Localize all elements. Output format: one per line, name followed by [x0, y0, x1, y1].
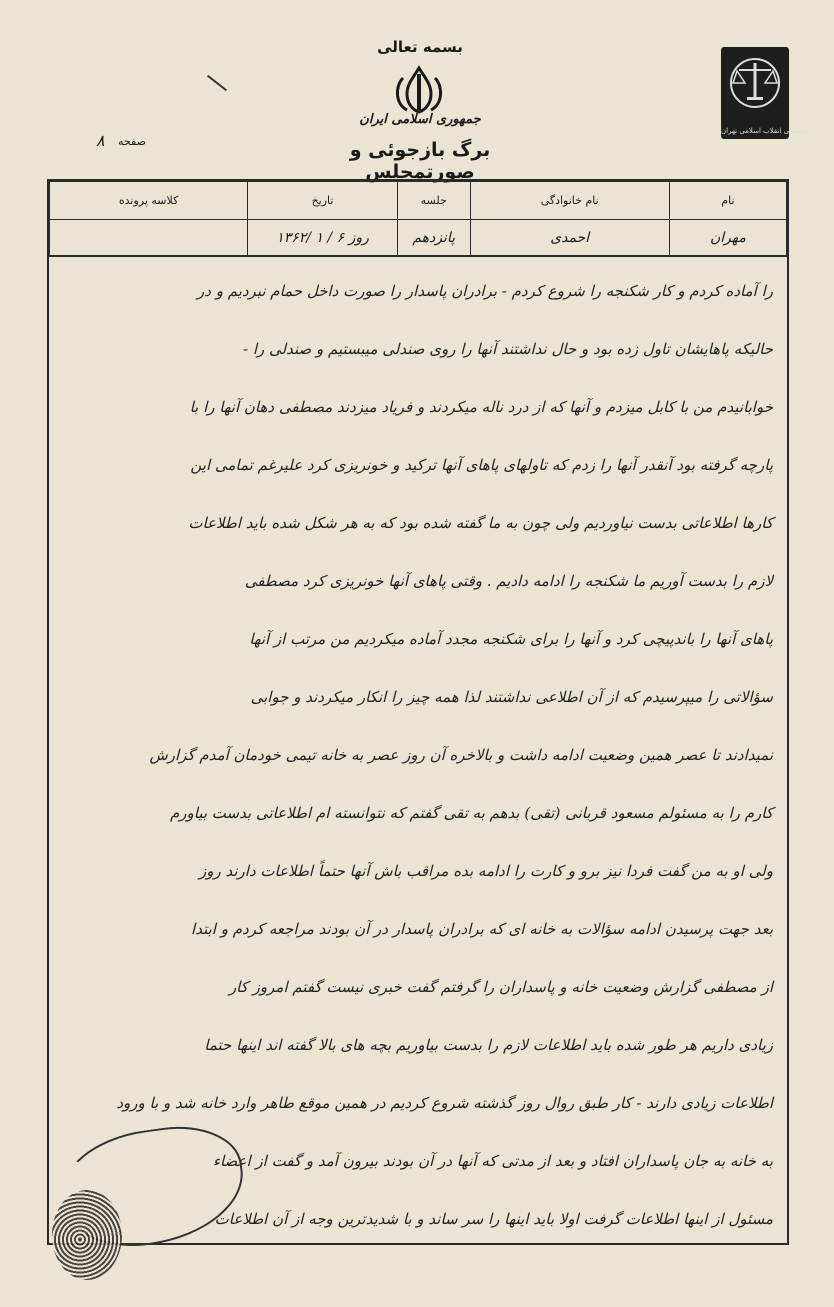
form-frame	[47, 179, 789, 1245]
value-session: پانزدهم	[397, 220, 470, 256]
body-line: پاهای آنها را باندپیچی کرد و آنها را برای شکنجه مجدد آماده میکردیم من مرتب از آنها	[249, 630, 773, 648]
body-line: ولی او به من گفت فردا نیز برو و کارت را ادامه بده مراقب باش آنها حتماً اطلاعات دارند روز	[198, 862, 773, 880]
body-line: مسئول از اینها اطلاعات گرفت اولا باید اینها را سر ساند و با شدیدترین وجه از آن اطلاعات	[214, 1210, 773, 1228]
bismillah-heading: بسمه تعالی	[377, 38, 463, 56]
body-line: زیادی داریم هر طور شده باید اطلاعات لازم را بدست بیاوریم بچه های بالا گفته اند اینها حتما	[204, 1036, 773, 1054]
header-case: کلاسه پرونده	[50, 182, 248, 220]
page-number: ۸	[96, 131, 105, 150]
value-name: مهران	[669, 220, 786, 256]
judiciary-logo	[721, 47, 810, 139]
body-line: بعد جهت پرسیدن ادامه سؤالات به خانه ای که برادران پاسدار در آن بودند مراجعه کردم و ابتدا	[191, 920, 773, 938]
header-table	[49, 181, 787, 256]
page-label: صفحه	[118, 135, 146, 148]
fingerprint-mark	[52, 1190, 122, 1280]
form-title: برگ بازجوئی و صورتمجلس	[349, 139, 491, 183]
value-date: روز ۶ / ۱ /۱۳۶۲	[248, 220, 398, 256]
handwritten-body	[49, 255, 787, 1228]
body-line: سؤالاتی را میپرسیدم که از آن اطلاعی نداشتند لذا همه چیز را انکار میکردند و جوابی	[250, 688, 773, 706]
scales-of-justice-icon	[721, 47, 789, 117]
iran-emblem-icon	[393, 64, 445, 116]
stray-pen-mark	[207, 75, 227, 91]
header-family-name: نام خانوادگی	[470, 182, 669, 220]
body-line: حالیکه پاهایشان تاول زده بود و حال نداشتند آنها را روی صندلی میبستیم و صندلی را -	[242, 340, 773, 358]
body-line: نمیدادند تا عصر همین وضعیت ادامه داشت و بالاخره آن روز عصر به خانه تیمی خودمان آمدم گزارش	[149, 746, 773, 764]
value-family-name: احمدی	[470, 220, 669, 256]
body-line: به خانه به جان پاسداران افتاد و بعد از مدتی که آنها در آن بودند بیرون آمد و گفت از اعضاء	[212, 1152, 773, 1170]
body-line: از مصطفی گزارش وضعیت خانه و پاسداران را گرفتم گفت خبری نیست گفتم امروز کار	[228, 978, 773, 996]
body-line: کارها اطلاعاتی بدست نیاوردیم ولی چون به ما گفته شده بود که به هر شکل شده باید اطلاعات	[188, 514, 773, 532]
body-line: خوابانیدم من با کابل میزدم و آنها که از درد ناله میکردند و فریاد میزدند مصطفی دهان آنها را با	[189, 398, 773, 416]
header-name: نام	[669, 182, 786, 220]
body-line: کارم را به مسئولم مسعود قربانی (تقی) بدهم به تقی گفتم که نتوانسته ام اطلاعاتی بدست بیاورم	[169, 804, 773, 822]
judiciary-caption: دادستانی انقلاب اسلامی تهران	[721, 127, 810, 135]
body-line: اطلاعات زیادی دارند - کار طبق روال روز گذشته شروع کردیم در همین موقع طاهر وارد خانه شد و با ورود	[116, 1094, 773, 1112]
header-date: تاریخ	[248, 182, 398, 220]
body-line: لازم را بدست آوریم ما شکنجه را ادامه دادیم . وقتی پاهای آنها خونریزی کرد مصطفی	[244, 572, 773, 590]
header-session: جلسه	[397, 182, 470, 220]
republic-title: جمهوری اسلامی ایران	[359, 112, 481, 127]
body-line: پارچه گرفته بود آنقدر آنها را زدم که تاولهای پاهای آنها ترکید و خونریزی کرد علیرغم تمامی این	[190, 456, 773, 474]
body-line: را آماده کردم و کار شکنجه را شروع کردم - برادران پاسدار را صورت داخل حمام نبردیم و در	[197, 282, 773, 300]
value-case	[50, 220, 248, 256]
